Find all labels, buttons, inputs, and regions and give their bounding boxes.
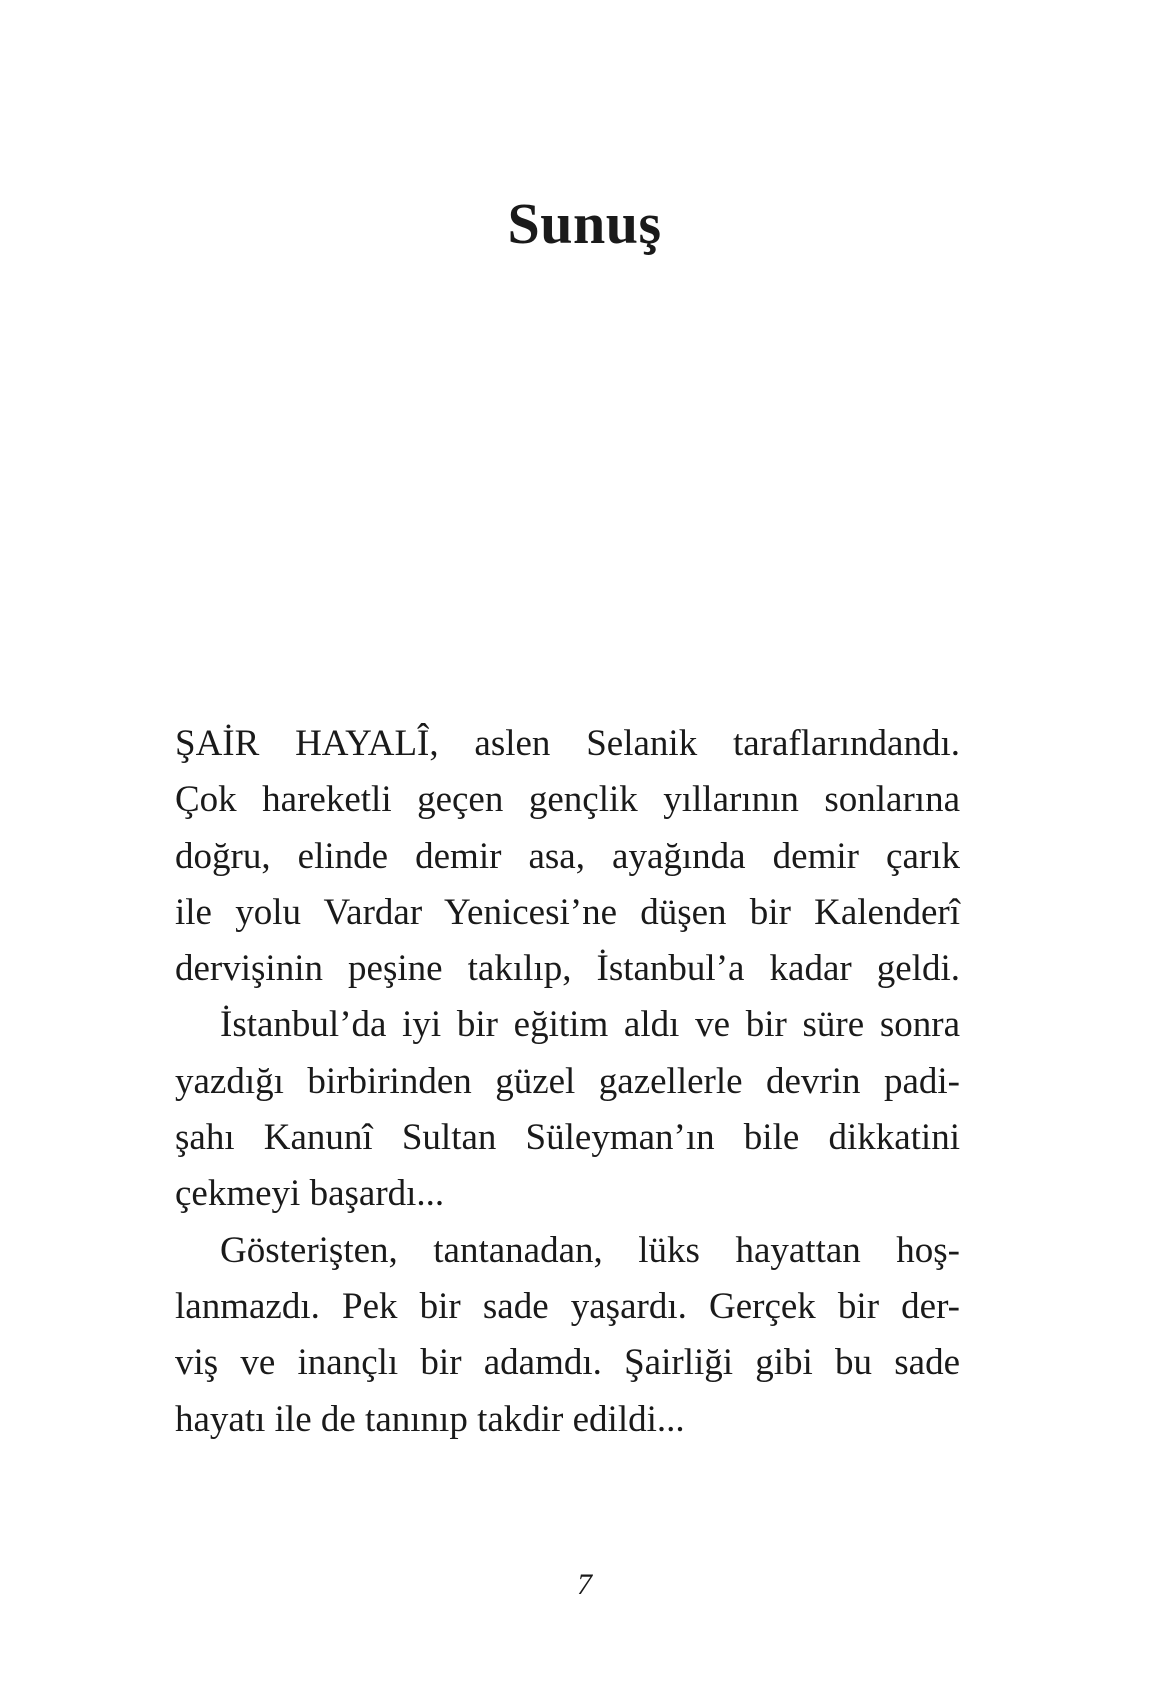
text-line: çekmeyi başardı...: [175, 1173, 445, 1215]
text-line: Gösterişten, tantanadan, lüks hayattan hoş-: [220, 1229, 960, 1271]
paragraph-1: [175, 716, 960, 997]
paragraph-3: [175, 1223, 960, 1448]
paragraph-2: [175, 997, 960, 1222]
text-line: lanmazdı. Pek bir sade yaşardı. Gerçek bir der-: [175, 1285, 960, 1327]
text-line: hayatı ile de tanınıp takdir edildi...: [175, 1398, 685, 1440]
text-line: İstanbul’da iyi bir eğitim aldı ve bir süre sonra: [220, 1004, 960, 1046]
text-line: ŞAİR HAYALÎ, aslen Selanik taraflarındandı.: [175, 723, 960, 764]
text-line: Çok hareketli geçen gençlik yıllarının sonlarına: [175, 779, 960, 821]
body-text: [175, 716, 960, 1448]
text-line: ile yolu Vardar Yenicesi’ne düşen bir Kalenderî: [175, 891, 960, 933]
text-line: dervişinin peşine takılıp, İstanbul’a kadar geldi.: [175, 948, 960, 990]
page-title: Sunuş: [507, 191, 662, 256]
text-line: doğru, elinde demir asa, ayağında demir çarık: [175, 835, 960, 877]
text-line: viş ve inançlı bir adamdı. Şairliği gibi bu sade: [175, 1342, 960, 1384]
text-line: yazdığı birbirinden güzel gazellerle devrin padi-: [175, 1060, 960, 1102]
page-number: 7: [577, 1568, 592, 1601]
text-line: şahı Kanunî Sultan Süleyman’ın bile dikkatini: [175, 1117, 960, 1159]
